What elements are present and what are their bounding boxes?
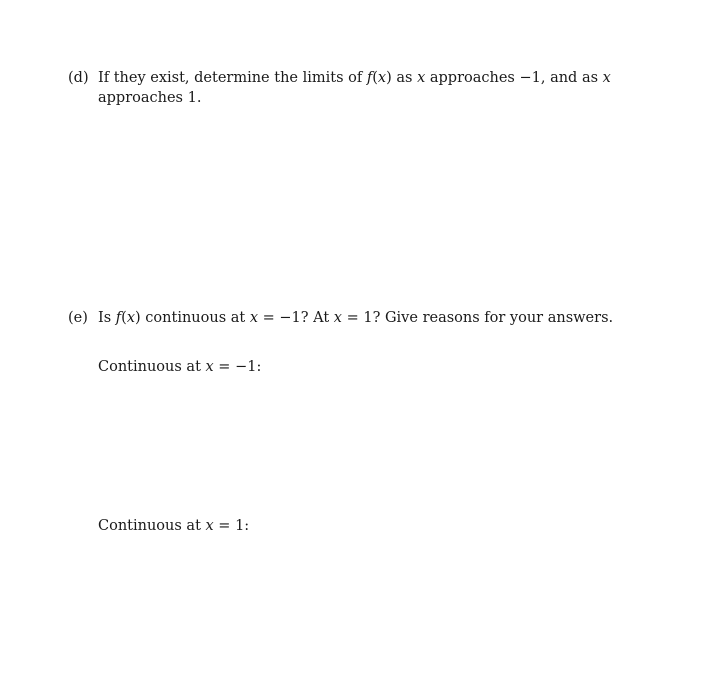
part-e-var-x3: x <box>333 310 342 326</box>
part-e-label: (e) <box>68 310 88 326</box>
part-d-text <box>98 68 680 108</box>
part-e-function-f: f <box>115 310 122 326</box>
part-e-text-2: continuous at <box>140 310 250 326</box>
part-e-var-x1: x <box>126 310 136 326</box>
continuous-neg1-text-2: = −1: <box>213 359 262 375</box>
continuous-neg1-text-1: Continuous at <box>98 359 206 375</box>
continuous-pos1-text-1: Continuous at <box>98 518 206 534</box>
part-d-text-2: as <box>391 70 418 86</box>
question-part-e <box>68 308 680 328</box>
part-d-paren-close: ) <box>386 70 392 86</box>
part-d-text-4: approaches 1. <box>98 90 202 106</box>
continuous-at-pos1-label <box>98 516 249 536</box>
part-d-text-3: approaches −1, and as <box>425 70 603 86</box>
part-e-text-4: = 1? Give reasons for your answers. <box>341 310 614 326</box>
part-d-text-1: If they exist, determine the limits of <box>98 70 367 86</box>
part-e-var-x2: x <box>249 310 259 326</box>
continuous-neg1-var-x: x <box>205 359 214 375</box>
part-e-paren-open: ( <box>121 310 127 326</box>
part-d-paren-open: ( <box>372 70 378 86</box>
part-e-paren-close: ) <box>135 310 141 326</box>
continuous-pos1-text-2: = 1: <box>213 518 250 534</box>
part-d-var-x1: x <box>377 70 387 86</box>
part-e-text-1: Is <box>98 310 116 326</box>
part-d-var-x2: x <box>417 70 426 86</box>
part-e-text <box>98 308 680 328</box>
continuous-pos1-var-x: x <box>205 518 214 534</box>
continuous-at-neg1-label <box>98 357 261 377</box>
part-d-label: (d) <box>68 70 89 86</box>
part-d-var-x3: x <box>602 70 611 86</box>
question-part-d <box>68 68 680 108</box>
part-e-text-3: = −1? At <box>258 310 334 326</box>
part-d-function-f: f <box>366 70 373 86</box>
